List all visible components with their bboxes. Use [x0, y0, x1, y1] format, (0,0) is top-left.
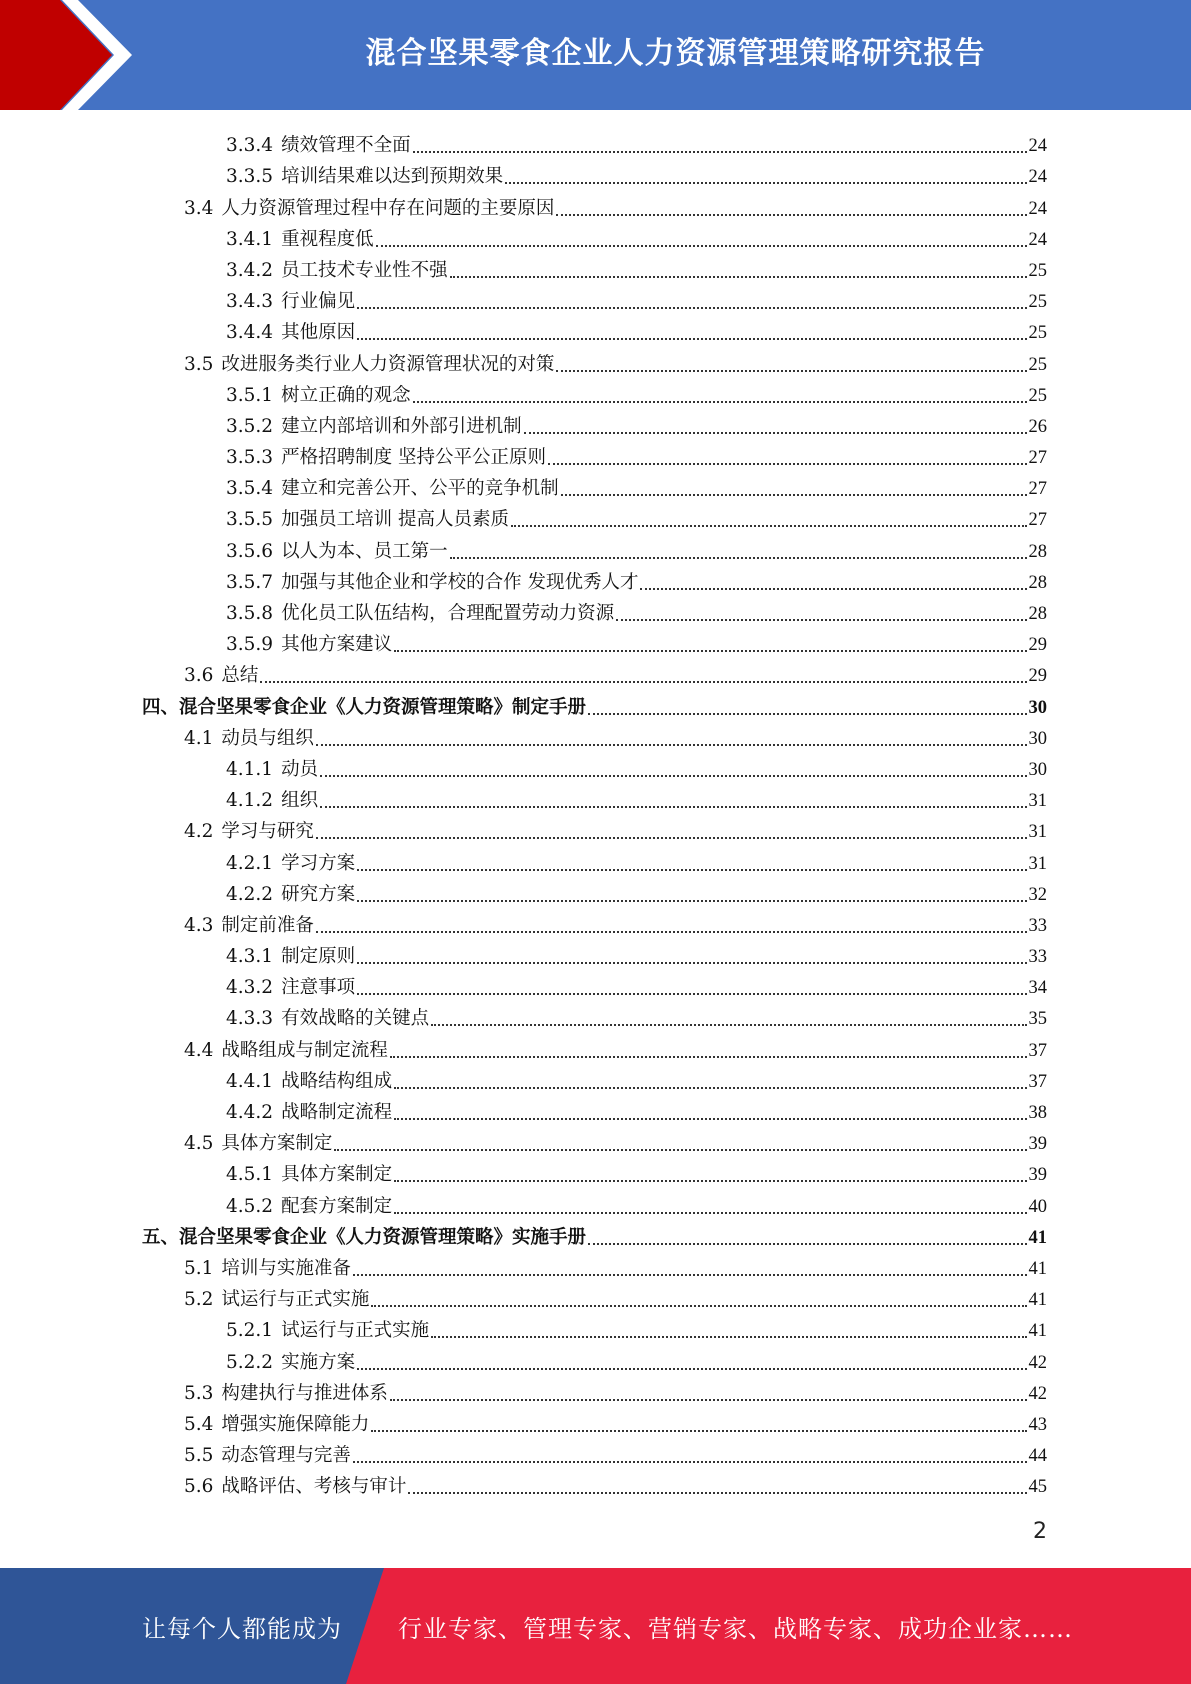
toc-entry-title: 其他方案建议	[281, 634, 393, 656]
toc-entry[interactable]	[142, 1000, 1047, 1031]
toc-entry-page: 33	[1028, 915, 1047, 936]
toc-dot-leader	[316, 744, 1027, 746]
toc-entry[interactable]	[142, 657, 1047, 688]
toc-dot-leader	[357, 869, 1026, 871]
toc-entry-number: 4.2.2	[226, 883, 274, 905]
toc-entry-page: 27	[1028, 448, 1047, 469]
toc-entry-title: 研究方案	[281, 883, 356, 905]
toc-entry-number: 3.4	[184, 197, 214, 219]
toc-entry[interactable]	[142, 532, 1047, 563]
toc-dot-leader	[390, 1399, 1027, 1401]
toc-entry-title: 注意事项	[281, 977, 356, 999]
toc-entry-page: 41	[1028, 1227, 1047, 1248]
toc-entry-page: 25	[1028, 323, 1047, 344]
toc-entry-number: 4.3.1	[226, 946, 274, 968]
toc-dot-leader	[320, 806, 1026, 808]
toc-entry-number: 5.4	[184, 1413, 214, 1435]
toc-entry-title: 制定原则	[281, 946, 356, 968]
toc-entry-page: 35	[1028, 1009, 1047, 1030]
toc-dot-leader	[353, 1274, 1027, 1276]
toc-entry[interactable]	[142, 1375, 1047, 1406]
toc-entry-page: 24	[1028, 229, 1047, 250]
toc-entry-number: 4.3.3	[226, 1008, 274, 1030]
page-footer	[0, 1568, 1191, 1684]
toc-dot-leader	[394, 650, 1026, 652]
toc-entry-number: 3.4.2	[226, 259, 274, 281]
toc-entry-number: 5.1	[184, 1257, 214, 1279]
toc-entry[interactable]	[142, 158, 1047, 189]
toc-entry-number: 4.5	[184, 1133, 214, 1155]
toc-entry-title: 加强员工培训 提高人员素质	[281, 509, 509, 531]
toc-entry-number: 4.1	[184, 727, 214, 749]
toc-entry-title: 建立和完善公开、公平的竞争机制	[281, 478, 559, 500]
toc-entry[interactable]	[142, 564, 1047, 595]
toc-entry-title: 具体方案制定	[281, 1164, 393, 1186]
toc-dot-leader	[394, 1212, 1026, 1214]
toc-dot-leader	[357, 338, 1026, 340]
toc-dot-leader	[316, 931, 1027, 933]
toc-dot-leader	[616, 619, 1026, 621]
document-title: 混合坚果零食企业人力资源管理策略研究报告	[365, 36, 986, 71]
footer-slogan-right: 行业专家、管理专家、营销专家、战略专家、成功企业家……	[398, 1614, 1073, 1643]
toc-entry[interactable]	[142, 1094, 1047, 1125]
toc-entry-number: 3.5.6	[226, 540, 274, 562]
toc-entry-number: 4.4.2	[226, 1102, 274, 1123]
toc-entry-number: 4.4.1	[226, 1070, 274, 1092]
toc-dot-leader	[390, 1056, 1027, 1058]
toc-dot-leader	[413, 401, 1027, 403]
toc-entry[interactable]	[142, 751, 1047, 782]
toc-entry[interactable]	[142, 221, 1047, 252]
toc-dot-leader	[431, 1024, 1026, 1026]
toc-dot-leader	[556, 370, 1026, 372]
toc-entry-title: 培训结果难以达到预期效果	[281, 166, 504, 188]
toc-entry-title: 配套方案制定	[281, 1195, 393, 1217]
toc-entry[interactable]	[142, 907, 1047, 938]
toc-entry[interactable]	[142, 1187, 1047, 1218]
toc-entry[interactable]	[142, 189, 1047, 220]
toc-entry-number: 3.3.4	[226, 135, 274, 157]
toc-dot-leader	[556, 214, 1026, 216]
toc-entry[interactable]	[142, 1312, 1047, 1343]
toc-entry-number: 3.3.5	[226, 166, 274, 188]
toc-entry-title: 战略制定流程	[281, 1102, 393, 1123]
toc-dot-leader	[431, 1336, 1026, 1338]
toc-entry-title: 战略评估、考核与审计	[221, 1476, 407, 1498]
toc-entry-title: 动员	[281, 758, 319, 780]
toc-entry-page: 28	[1028, 604, 1047, 624]
toc-entry-number: 5.5	[184, 1445, 214, 1467]
toc-entry-title: 战略组成与制定流程	[221, 1039, 388, 1061]
toc-entry-title: 员工技术专业性不强	[281, 259, 448, 281]
toc-entry-title: 增强实施保障能力	[221, 1413, 370, 1435]
toc-entry[interactable]	[142, 439, 1047, 470]
table-of-contents	[142, 127, 1047, 1499]
toc-entry[interactable]	[142, 1437, 1047, 1468]
toc-entry-title: 其他原因	[281, 322, 356, 344]
toc-entry[interactable]	[142, 688, 1047, 719]
toc-entry[interactable]	[142, 595, 1047, 626]
toc-entry-page: 40	[1028, 1196, 1047, 1217]
toc-entry[interactable]	[142, 1343, 1047, 1374]
toc-dot-leader	[376, 245, 1027, 247]
toc-entry-title: 总结	[221, 665, 259, 687]
toc-entry-number: 3.5.5	[226, 509, 274, 531]
toc-entry-title: 行业偏见	[281, 291, 356, 313]
toc-dot-leader	[450, 557, 1027, 559]
toc-entry-title: 人力资源管理过程中存在问题的主要原因	[221, 197, 555, 219]
toc-entry-number: 4.3	[184, 914, 214, 936]
toc-dot-leader	[394, 1118, 1026, 1120]
toc-entry[interactable]	[142, 876, 1047, 907]
toc-dot-leader	[357, 993, 1026, 995]
toc-entry-number: 4.1.2	[226, 790, 274, 812]
toc-entry-page: 29	[1028, 666, 1047, 687]
toc-entry-page: 31	[1028, 853, 1047, 874]
toc-dot-leader	[511, 525, 1027, 527]
toc-entry-title: 组织	[281, 790, 319, 812]
toc-entry-page: 37	[1028, 1040, 1047, 1061]
toc-entry-title: 动态管理与完善	[221, 1445, 351, 1467]
toc-entry[interactable]	[142, 314, 1047, 345]
toc-entry-title: 试运行与正式实施	[221, 1289, 370, 1311]
toc-entry[interactable]	[142, 1063, 1047, 1094]
toc-entry-title: 四、混合坚果零食企业《人力资源管理策略》制定手册	[142, 696, 587, 718]
toc-entry-number: 5.2.1	[226, 1320, 274, 1342]
toc-dot-leader	[320, 775, 1026, 777]
toc-entry[interactable]	[142, 127, 1047, 158]
toc-entry-number: 5.6	[184, 1476, 214, 1498]
toc-dot-leader	[357, 307, 1026, 309]
toc-entry-number: 4.4	[184, 1039, 214, 1061]
toc-entry-page: 33	[1028, 947, 1047, 968]
toc-entry-number: 3.5.8	[226, 603, 274, 624]
toc-entry-title: 学习与研究	[221, 821, 314, 843]
toc-entry-number: 3.6	[184, 665, 214, 687]
toc-dot-leader	[561, 494, 1027, 496]
toc-entry[interactable]	[142, 782, 1047, 813]
toc-entry[interactable]	[142, 1156, 1047, 1187]
toc-dot-leader	[640, 588, 1026, 590]
toc-entry-page: 38	[1028, 1103, 1047, 1123]
footer-slogan-left: 让每个人都能成为	[142, 1614, 342, 1643]
toc-dot-leader	[548, 463, 1027, 465]
toc-entry[interactable]	[142, 720, 1047, 751]
toc-entry[interactable]	[142, 1281, 1047, 1312]
toc-entry[interactable]	[142, 1031, 1047, 1062]
toc-entry-number: 3.5.9	[226, 634, 274, 656]
toc-dot-leader	[371, 1305, 1026, 1307]
toc-entry-page: 44	[1028, 1446, 1047, 1467]
toc-entry[interactable]	[142, 1250, 1047, 1281]
toc-entry-number: 3.4.1	[226, 228, 274, 250]
toc-dot-leader	[371, 1430, 1026, 1432]
toc-entry-title: 具体方案制定	[221, 1133, 333, 1155]
toc-entry-title: 培训与实施准备	[221, 1257, 351, 1279]
toc-entry-number: 3.5	[184, 353, 214, 375]
toc-entry[interactable]	[142, 1125, 1047, 1156]
toc-entry-page: 27	[1028, 510, 1047, 531]
toc-entry-title: 制定前准备	[221, 914, 314, 936]
page-header	[0, 0, 1191, 110]
toc-entry-page: 25	[1028, 385, 1047, 406]
toc-entry-number: 4.2	[184, 821, 214, 843]
toc-entry-title: 改进服务类行业人力资源管理状况的对策	[221, 353, 555, 375]
toc-entry-page: 42	[1028, 1383, 1047, 1404]
toc-dot-leader	[505, 182, 1026, 184]
toc-entry-title: 试运行与正式实施	[281, 1320, 430, 1342]
toc-entry-number: 5.2	[184, 1289, 214, 1311]
toc-entry-page: 29	[1028, 635, 1047, 656]
toc-entry-page: 26	[1028, 416, 1047, 437]
toc-entry-page: 27	[1028, 479, 1047, 500]
toc-entry-title: 以人为本、员工第一	[281, 540, 448, 562]
toc-entry[interactable]	[142, 813, 1047, 844]
toc-entry-title: 实施方案	[281, 1351, 356, 1373]
toc-dot-leader	[524, 432, 1027, 434]
toc-dot-leader	[357, 900, 1026, 902]
toc-dot-leader	[408, 1492, 1026, 1494]
toc-entry-number: 3.5.4	[226, 478, 274, 500]
toc-entry-page: 39	[1028, 1165, 1047, 1186]
toc-entry-number: 4.3.2	[226, 977, 274, 999]
toc-entry-number: 5.2.2	[226, 1351, 274, 1373]
toc-entry[interactable]	[142, 1468, 1047, 1499]
toc-entry-number: 3.4.3	[226, 291, 274, 313]
toc-entry-title: 学习方案	[281, 852, 356, 874]
toc-entry[interactable]	[142, 252, 1047, 283]
toc-entry-number: 3.4.4	[226, 322, 274, 344]
toc-entry-title: 有效战略的关键点	[281, 1008, 430, 1030]
toc-entry-page: 31	[1028, 822, 1047, 843]
toc-entry[interactable]	[142, 969, 1047, 1000]
toc-entry-title: 优化员工队伍结构，合理配置劳动力资源	[281, 603, 615, 624]
toc-dot-leader	[260, 681, 1026, 683]
toc-dot-leader	[316, 837, 1027, 839]
toc-entry[interactable]	[142, 501, 1047, 532]
toc-entry-number: 4.5.2	[226, 1195, 274, 1217]
toc-dot-leader	[353, 1461, 1027, 1463]
toc-dot-leader	[394, 1087, 1026, 1089]
toc-entry-number: 5.3	[184, 1382, 214, 1404]
toc-entry-number: 3.5.3	[226, 447, 274, 469]
toc-dot-leader	[334, 1149, 1026, 1151]
toc-entry-page: 37	[1028, 1071, 1047, 1092]
toc-entry-page: 25	[1028, 354, 1047, 375]
toc-entry-title: 构建执行与推进体系	[221, 1382, 388, 1404]
toc-entry-page: 24	[1028, 198, 1047, 219]
toc-entry[interactable]	[142, 377, 1047, 408]
toc-dot-leader	[357, 1368, 1026, 1370]
toc-entry-number: 3.5.1	[226, 384, 274, 406]
toc-dot-leader	[357, 962, 1026, 964]
toc-entry[interactable]	[142, 1406, 1047, 1437]
toc-entry-title: 严格招聘制度 坚持公平公正原则	[281, 447, 546, 469]
toc-entry-page: 43	[1028, 1414, 1047, 1435]
toc-entry[interactable]	[142, 844, 1047, 875]
toc-entry-number: 4.5.1	[226, 1164, 274, 1186]
toc-entry-page: 42	[1028, 1352, 1047, 1373]
toc-dot-leader	[588, 1243, 1026, 1245]
toc-entry-number: 3.5.7	[226, 571, 274, 593]
toc-dot-leader	[450, 276, 1027, 278]
toc-entry-page: 28	[1028, 572, 1047, 593]
toc-entry-page: 32	[1028, 884, 1047, 905]
toc-entry-page: 25	[1028, 260, 1047, 281]
toc-entry[interactable]	[142, 408, 1047, 439]
toc-entry-page: 41	[1028, 1258, 1047, 1279]
toc-dot-leader	[413, 151, 1027, 153]
toc-entry-number: 4.1.1	[226, 758, 274, 780]
toc-entry-title: 加强与其他企业和学校的合作 发现优秀人才	[281, 571, 639, 593]
toc-entry-page: 39	[1028, 1134, 1047, 1155]
toc-entry-title: 树立正确的观念	[281, 384, 411, 406]
toc-entry-title: 动员与组织	[221, 727, 314, 749]
red-chevron-icon	[0, 0, 150, 110]
toc-entry-number: 4.2.1	[226, 852, 274, 874]
toc-entry[interactable]	[142, 1219, 1047, 1250]
toc-entry-page: 25	[1028, 292, 1047, 313]
toc-dot-leader	[588, 713, 1026, 715]
toc-entry-title: 五、混合坚果零食企业《人力资源管理策略》实施手册	[142, 1226, 587, 1248]
toc-dot-leader	[394, 1180, 1026, 1182]
toc-entry-number: 3.5.2	[226, 415, 274, 437]
toc-entry-page: 28	[1028, 541, 1047, 562]
toc-entry-page: 41	[1028, 1290, 1047, 1311]
toc-entry-page: 30	[1028, 759, 1047, 780]
toc-entry[interactable]	[142, 626, 1047, 657]
toc-entry-title: 绩效管理不全面	[281, 135, 411, 157]
toc-entry-page: 24	[1028, 136, 1047, 157]
toc-entry[interactable]	[142, 283, 1047, 314]
toc-entry-title: 战略结构组成	[281, 1070, 393, 1092]
toc-entry-page: 34	[1028, 978, 1047, 999]
toc-entry-title: 重视程度低	[281, 228, 374, 250]
page-number: 2	[1033, 1519, 1047, 1544]
toc-entry-page: 41	[1028, 1321, 1047, 1342]
toc-entry-page: 45	[1028, 1477, 1047, 1498]
toc-entry[interactable]	[142, 938, 1047, 969]
toc-entry-page: 31	[1028, 791, 1047, 812]
toc-entry-page: 24	[1028, 167, 1047, 188]
toc-entry-page: 30	[1028, 728, 1047, 749]
toc-entry[interactable]	[142, 470, 1047, 501]
toc-entry-page: 30	[1028, 697, 1047, 718]
toc-entry[interactable]	[142, 345, 1047, 376]
toc-entry-title: 建立内部培训和外部引进机制	[281, 415, 522, 437]
